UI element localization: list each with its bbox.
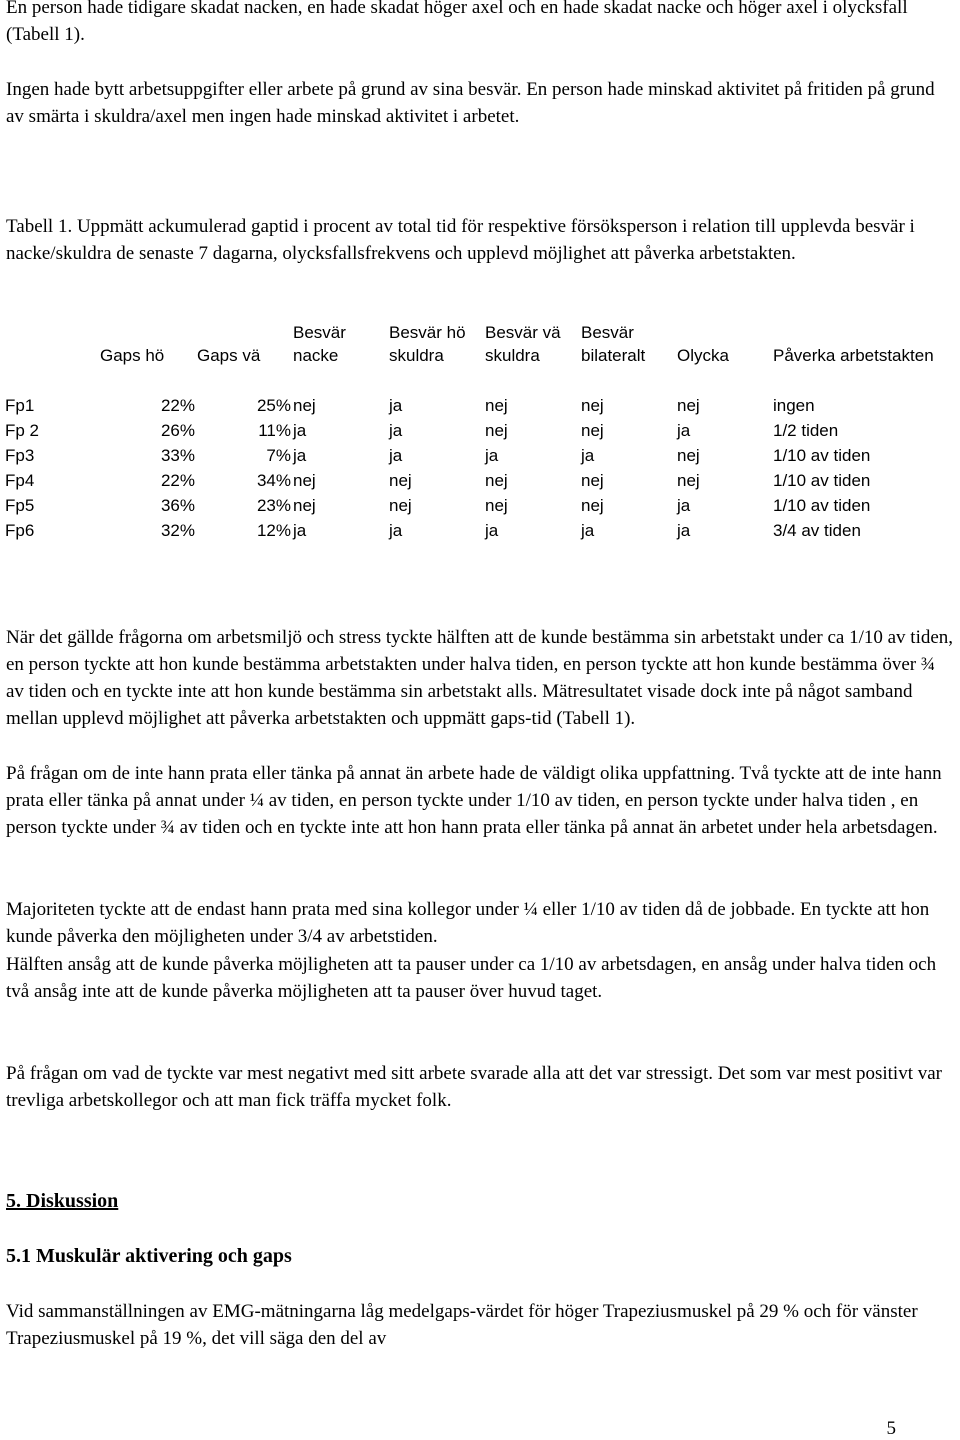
table-cell: 36% xyxy=(160,496,195,515)
table-header-cell: bilateralt xyxy=(581,346,646,365)
table-header-cell: Gaps vä xyxy=(197,346,261,365)
table-row-label: Fp6 xyxy=(5,521,35,540)
table-cell: nej xyxy=(389,496,412,515)
table-cell: nej xyxy=(581,471,604,490)
table-cell: 1/2 tiden xyxy=(773,421,839,440)
table-cell: ingen xyxy=(773,396,815,415)
table-row-label: Fp4 xyxy=(5,471,35,490)
table-cell: nej xyxy=(581,496,604,515)
table-cell: 33% xyxy=(160,446,195,465)
table-header-cell: Besvär vä xyxy=(485,323,561,342)
table-cell: nej xyxy=(677,446,700,465)
table-cell: 22% xyxy=(160,471,195,490)
table-header-cell: Besvär xyxy=(581,323,634,342)
paragraph-negative-positive: På frågan om vad de tyckte var mest negativt med sitt arbete svarade alla att det var stressigt. Det som var mest positivt var trevliga arbetskollegor och att man fick träffa mycket folk. xyxy=(6,1063,942,1111)
paragraph-injuries: En person hade tidigare skadat nacken, en hade skadat höger axel och en hade skadat nacke och höger axel i olycksfall (Tabell 1). xyxy=(6,0,908,45)
paragraph-work-tasks: Ingen hade bytt arbetsuppgifter eller arbete på grund av sina besvär. En person hade minskad aktivitet på fritiden på grund av smärta i skuldra/axel men ingen hade minskad aktivitet i arbetet. xyxy=(6,79,935,127)
table-cell: nej xyxy=(581,396,604,415)
table-cell: 12% xyxy=(256,521,291,540)
table-cell: 1/10 av tiden xyxy=(773,446,871,465)
table-cell: 25% xyxy=(256,396,291,415)
table-header-cell: Olycka xyxy=(677,346,729,365)
table-cell: ja xyxy=(293,421,307,440)
subsection-heading: 5.1 Muskulär aktivering och gaps xyxy=(6,1245,292,1267)
table-cell: nej xyxy=(293,396,316,415)
table-row-label: Fp1 xyxy=(5,396,35,415)
paragraph-talk-think: På frågan om de inte hann prata eller tänka på annat än arbete hade de väldigt olika uppfattning. Två tyckte att de inte hann prata eller tänka på annat under ¼ av tiden, en person tyckte under 1/10 av tiden, en person tyckte under halva tiden , en person tyckte under ¾ av tiden och en tyckte inte att hon hann prata eller tänka på annat än arbetet under hela arbetsdagen. xyxy=(6,763,942,838)
table-cell: 26% xyxy=(160,421,195,440)
table-cell: ja xyxy=(485,521,499,540)
results-table xyxy=(0,318,960,548)
table-cell: ja xyxy=(677,521,691,540)
table-row-label: Fp 2 xyxy=(5,421,40,440)
table-cell: nej xyxy=(485,496,508,515)
table-cell: nej xyxy=(581,421,604,440)
table-cell: ja xyxy=(389,421,403,440)
table-cell: 11% xyxy=(258,421,291,440)
table-header-cell: nacke xyxy=(293,346,339,365)
table-header-cell: skuldra xyxy=(485,346,540,365)
table-cell: ja xyxy=(485,446,499,465)
table-cell: nej xyxy=(485,471,508,490)
table-cell: nej xyxy=(389,471,412,490)
table-cell: 1/10 av tiden xyxy=(773,496,871,515)
table-header-cell: skuldra xyxy=(389,346,444,365)
table-cell: ja xyxy=(677,496,691,515)
table-header-cell: Besvär xyxy=(293,323,346,342)
table-cell: 22% xyxy=(160,396,195,415)
table-cell: nej xyxy=(485,421,508,440)
table-row-label: Fp5 xyxy=(5,496,35,515)
paragraph-pauses: Hälften ansåg att de kunde påverka möjligheten att ta pauser under ca 1/10 av arbetsdagen, en ansåg under halva tiden och två ansåg inte att de kunde påverka möjligheten att ta pauser över huvud taget. xyxy=(6,954,937,1002)
table-cell: nej xyxy=(677,396,700,415)
table-cell: 1/10 av tiden xyxy=(773,471,871,490)
table-cell: 34% xyxy=(256,471,291,490)
table-cell: ja xyxy=(293,521,307,540)
table-cell: ja xyxy=(389,446,403,465)
table-header-cell: Gaps hö xyxy=(100,346,165,365)
table-header-cell: Påverka arbetstakten xyxy=(773,346,934,365)
table-row-label: Fp3 xyxy=(5,446,35,465)
table-cell: ja xyxy=(389,396,403,415)
paragraph-emg: Vid sammanställningen av EMG-mätningarna låg medelgaps-värdet för höger Trapeziusmuskel på 29 % och för vänster Trapeziusmuskel på 19 %, det vill säga den del av xyxy=(6,1301,918,1349)
table-cell: 32% xyxy=(160,521,195,540)
paragraph-work-pace: När det gällde frågorna om arbetsmiljö och stress tyckte hälften att de kunde bestämma sin arbetstakt under ca 1/10 av tiden, en person tyckte att hon kunde bestämma arbetstakten under halva tiden, en person tyckte att hon kunde bestämma över ¾ av tiden och en tyckte inte att hon kunde bestämma sin arbetstakt alls. Mätresultatet visade dock inte på något samband mellan upplevd möjlighet att påverka arbetstakten och uppmätt gaps-tid (Tabell 1). xyxy=(6,627,954,729)
table-caption: Tabell 1. Uppmätt ackumulerad gaptid i procent av total tid för respektive försöksperson i relation till upplevda besvär i nacke/skuldra de senaste 7 dagarna, olycksfallsfrekvens och upplevd möjlighet att påverka arbetstakten. xyxy=(6,216,915,264)
table-cell: ja xyxy=(581,446,595,465)
table-cell: nej xyxy=(293,496,316,515)
table-cell: 7% xyxy=(266,446,291,465)
table-cell: ja xyxy=(581,521,595,540)
paragraph-colleagues: Majoriteten tyckte att de endast hann prata med sina kollegor under ¼ eller 1/10 av tiden då de jobbade. En tyckte att hon kunde påverka den möjligheten under 3/4 av arbetstiden. xyxy=(6,899,930,947)
table-header-cell: Besvär hö xyxy=(389,323,466,342)
table-cell: nej xyxy=(485,396,508,415)
table-cell: nej xyxy=(677,471,700,490)
table-cell: ja xyxy=(389,521,403,540)
table-cell: 23% xyxy=(256,496,291,515)
table-cell: ja xyxy=(677,421,691,440)
table-cell: 3/4 av tiden xyxy=(773,521,861,540)
table-cell: ja xyxy=(293,446,307,465)
page-number: 5 xyxy=(886,1418,896,1439)
table-cell: nej xyxy=(293,471,316,490)
section-heading: 5. Diskussion xyxy=(6,1190,119,1212)
